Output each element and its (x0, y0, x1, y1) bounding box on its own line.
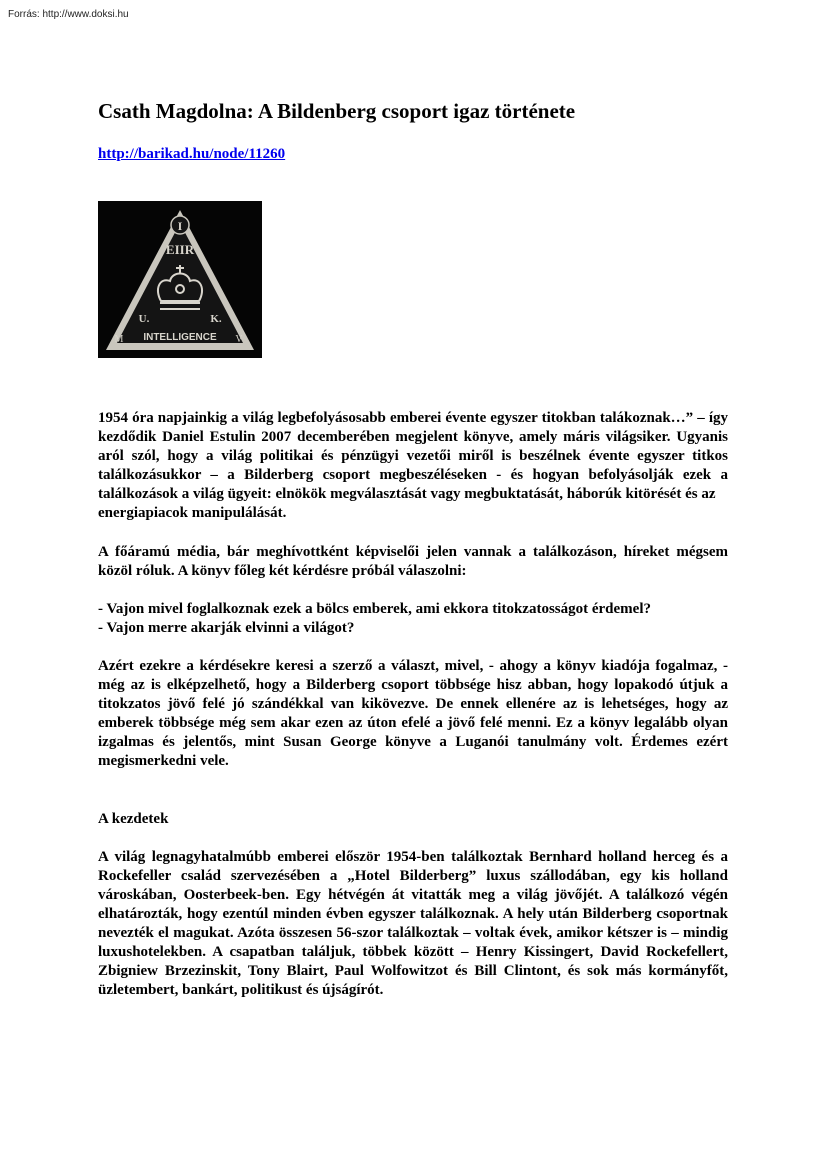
article-body (98, 409, 728, 1000)
paragraph-media: A főáramú média, bár meghívottként képviselői jelen vannak a találkozáson, híreket mégsem közöl róluk. A könyv főleg két kérdésre próbál válaszolni: (98, 543, 728, 579)
document-title: Csath Magdolna: A Bildenberg csoport igaz története (98, 99, 576, 123)
section-heading: A kezdetek (98, 810, 169, 827)
question-item: - Vajon merre akarják elvinni a világot? (98, 619, 355, 636)
paragraph-reasons: Azért ezekre a kérdésekre keresi a szerző a választ, mivel, - ahogy a könyv kiadója fogalmaz, - még az is elképzelhető, hogy a Bilderberg csoport többsége hisz abban, hogy lopakodó útjuk a titokzatos jövő felé jó szándékkal van kikövezve. De ennek ellenére az is lehetséges, hogy az emberek többsége még sem akar ezen az úton efelé a jövő felé menni. Ez a könyv legalább olyan izgalmas és jelentős, mint Susan George könyve a Luganói tanulmány volt. Érdemes ezért megismerkedni vele. (98, 657, 728, 770)
intelligence-logo-image (98, 201, 262, 358)
logo-corner-left: M (114, 334, 124, 345)
logo-monogram: EIIR (165, 242, 195, 257)
paragraph-beginnings: A világ legnagyhatalmúbb emberei először 1954-ben találkoztak Bernhard holland herceg és a Rockefeller család szervezésében a „Hotel Bilderberg” luxus szállodában, egy kis holland városkában, Oosterbeek-ben. Egy hétvégén át vitatták meg a világ jövőjét. A találkozó végén elhatározták, hogy ezentúl minden évben egyszer találkoznak. A hely után Bilderberg csoportnak nevezték el magukat. Azóta összesen 56-szor találkoztak – voltak évek, amikor kétszer is – mindig luxushotelekben. A csapatban találjuk, többek között – Henry Kissingert, David Rockefellert, Zbigniew Brzezinskit, Tony Blairt, Paul Wolfowitzot és Bill Clintont, és sok más kormányfőt, üzletembert, bankárt, politikust és újságírót. (98, 848, 728, 999)
logo-letter-left: U. (138, 313, 150, 325)
logo-banner: INTELLIGENCE (143, 332, 217, 343)
logo-corner-right: V (235, 334, 243, 345)
source-note: Forrás: http://www.doksi.hu (8, 9, 129, 20)
question-item: - Vajon mivel foglalkoznak ezek a bölcs emberek, ami ekkora titokzatosságot érdemel? (98, 600, 652, 617)
logo-top-mark: I (177, 219, 183, 233)
paragraph-intro-tail: energiapiacok manipulálását. (98, 505, 287, 522)
logo-letter-right: K. (210, 313, 222, 325)
paragraph-intro: 1954 óra napjainkig a világ legbefolyásosabb emberei évente egyszer titokban talákoznak…” – így kezdődik Daniel Estulin 2007 decemberében megjelent könyve, amely máris világsiker. Ugyanis aról szól, hogy a világ politikai és pénzügyi vezetői miről is beszélnek évente egyszer titkos találkozásukkor – a Bilderberg csoport megbeszéléseken - és hogyan befolyásolják ezek a találkozások a világ ügyeit: elnökök megválasztását vagy megbuktatását, háborúk kitörését és az (98, 410, 728, 503)
source-link[interactable]: http://barikad.hu/node/11260 (98, 146, 286, 162)
